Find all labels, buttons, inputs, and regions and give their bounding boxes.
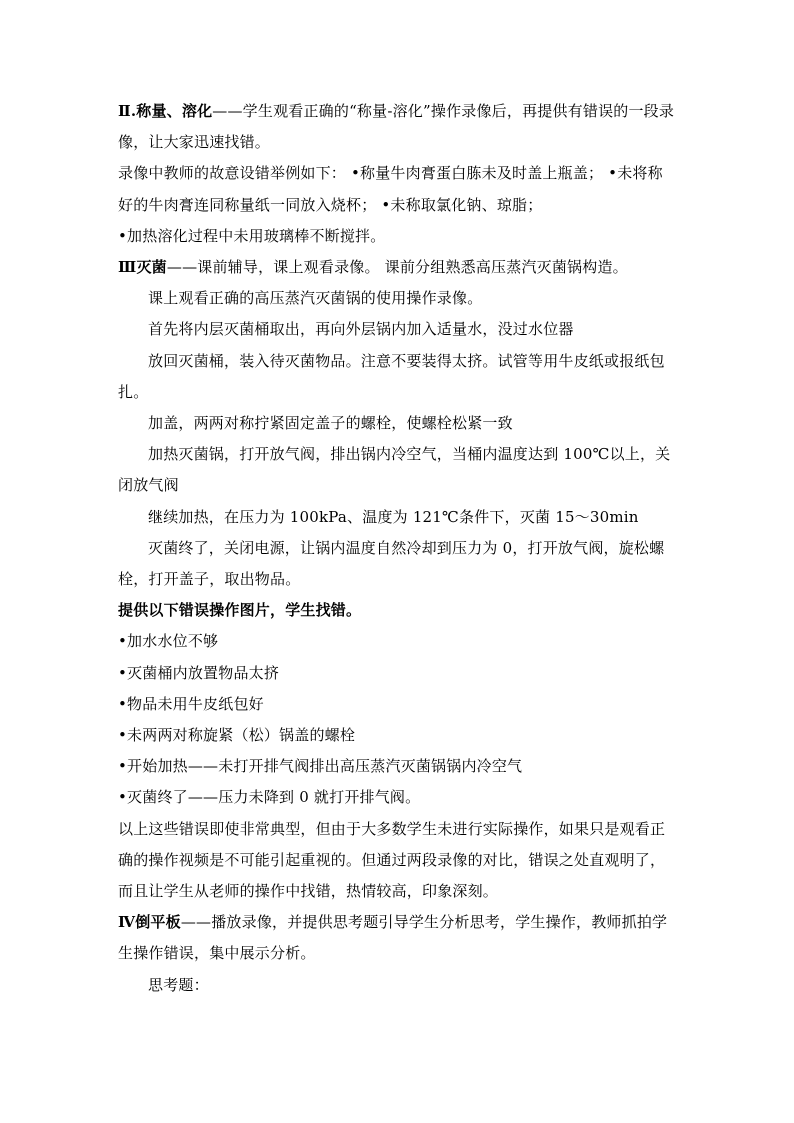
video-errors-intro: 录像中教师的故意设错举例如下： •称量牛肉膏蛋白胨未及时盖上瓶盖； •未将称好的牛肉膏连同称量纸一同放入烧杯； •未称取氯化钠、琼脂； xyxy=(118,164,663,214)
section4-heading: Ⅳ倒平板 xyxy=(118,913,181,932)
error-pic-item: •灭菌终了——压力未降到 0 就打开排气阀。 xyxy=(118,788,421,807)
section4-paragraph xyxy=(118,907,678,969)
section2-text: ——学生观看正确的“称量-溶化”操作录像后，再提供有错误的一段录像，让大家迅速找错。 xyxy=(118,102,675,152)
section2-heading: Ⅱ.称量、溶化 xyxy=(118,102,213,120)
section3-text: ——课前辅导，课上观看录像。 课前分组熟悉高压蒸汽灭菌锅构造。 xyxy=(166,258,628,277)
error-pic-item: •灭菌桶内放置物品太挤 xyxy=(118,663,280,682)
step-item: 首先将内层灭菌桶取出，再向外层锅内加入适量水，没过水位器 xyxy=(148,320,574,339)
section2-paragraph xyxy=(118,96,678,158)
step-item: 加热灭菌锅，打开放气阀，排出锅内冷空气，当桶内温度达到 100℃以上，关闭放气阀 xyxy=(118,445,671,495)
error-pics-heading: 提供以下错误操作图片，学生找错。 xyxy=(118,601,362,620)
step-item: 课上观看正确的高压蒸汽灭菌锅的使用操作录像。 xyxy=(148,289,483,308)
step-item: 灭菌终了，关闭电源，让锅内温度自然冷却到压力为 0，打开放气阀，旋松螺栓，打开盖子，取出物品。 xyxy=(118,538,665,589)
section3-heading: Ⅲ灭菌 xyxy=(118,258,167,277)
step-item: 加盖，两两对称拧紧固定盖子的螺栓，使螺栓松紧一致 xyxy=(148,414,513,433)
section3-paragraph xyxy=(118,252,678,283)
document-page xyxy=(118,96,678,1001)
error-pic-item: •加水水位不够 xyxy=(118,632,219,651)
video-errors-last: •加热溶化过程中未用玻璃棒不断搅拌。 xyxy=(118,226,386,245)
conclusion-paragraph: 以上这些错误即使非常典型，但由于大多数学生未进行实际操作，如果只是观看正确的操作视频是不可能引起重视的。但通过两段录像的对比，错误之处直观明了，而且让学生从老师的操作中找错，热情较高，印象深刻。 xyxy=(118,819,666,901)
step-item: 继续加热，在压力为 100kPa、温度为 121℃条件下，灭菌 15～30min xyxy=(148,507,639,526)
section4-text: ——播放录像，并提供思考题引导学生分析思考，学生操作，教师抓拍学生操作错误，集中展示分析。 xyxy=(118,913,668,963)
error-pic-item: •开始加热——未打开排气阀排出高压蒸汽灭菌锅锅内冷空气 xyxy=(118,757,523,776)
error-pic-item: •物品未用牛皮纸包好 xyxy=(118,694,264,713)
step-item: 放回灭菌桶，装入待灭菌物品。注意不要装得太挤。试管等用牛皮纸或报纸包扎。 xyxy=(118,351,665,401)
error-pic-item: •未两两对称旋紧（松）锅盖的螺栓 xyxy=(118,726,356,745)
think-label: 思考题： xyxy=(148,975,209,994)
